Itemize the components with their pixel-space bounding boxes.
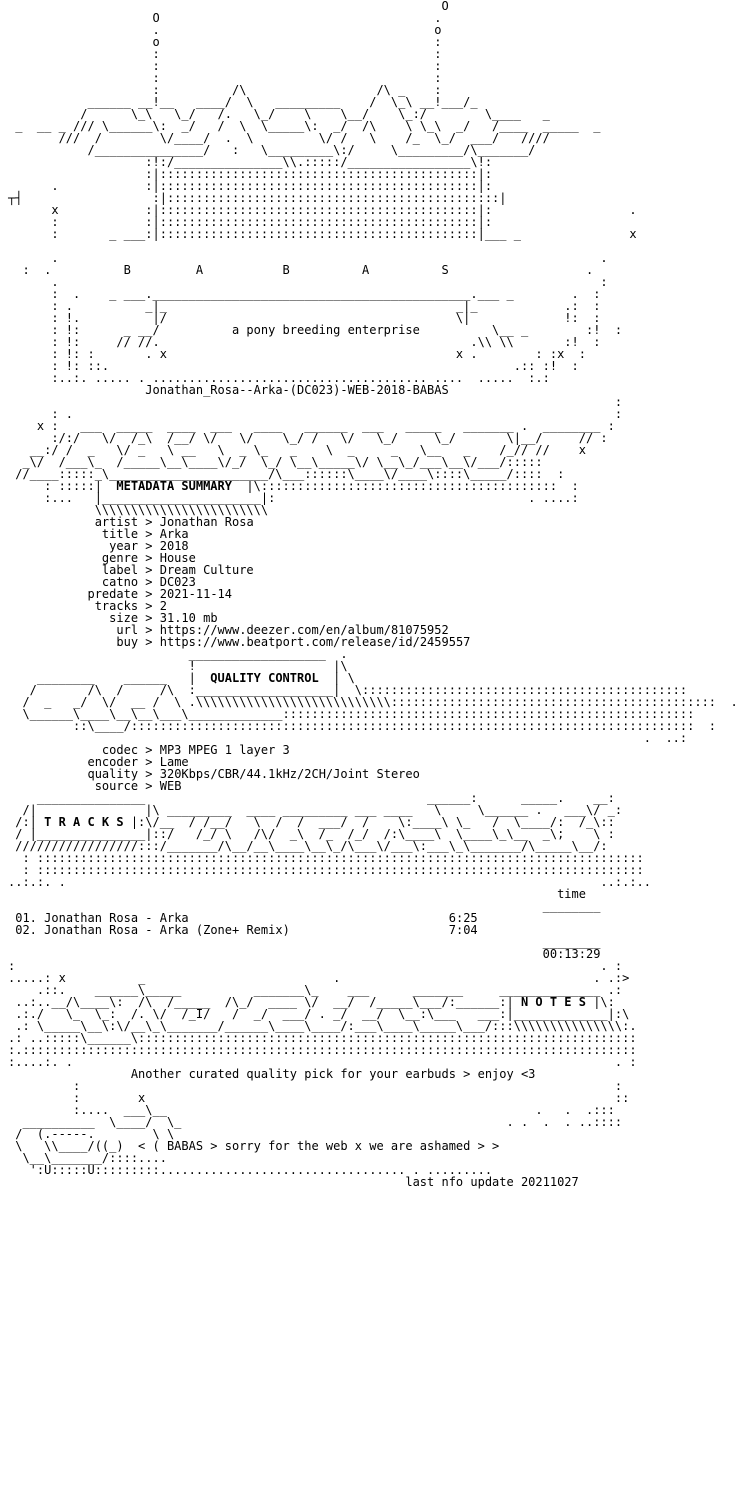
- art-line: //____:::::_\______________________/\___::::::\____\/____\::::\_____/:::: :: [8, 467, 565, 481]
- art-line: ___________________ .: [8, 647, 348, 661]
- url-link[interactable]: https://www.deezer.com/en/album/81075952: [159, 623, 449, 637]
- art-line: :..:. ..... . ...................................... .... ..... :.:: [8, 371, 550, 385]
- metadata-value: Dream Culture: [159, 563, 254, 577]
- metadata-row: label > Dream Culture: [101, 563, 254, 577]
- art-line: x :|::::::::::::::::::::::::::::::::::::::::::::|: .: [8, 203, 637, 217]
- metadata-row: artist > Jonathan Rosa: [94, 515, 254, 529]
- art-line: _ __ _ /// \______\: _/ / \ \_____\: _/ /\ \ \_\ _/ /____ _____ _: [8, 119, 601, 133]
- art-line: O: [8, 0, 449, 13]
- art-line: :... |______________________|: . ....:: [8, 491, 579, 505]
- metadata-row: genre > House: [101, 551, 196, 565]
- art-line: ..:.:. . ..:.:..: [8, 875, 651, 889]
- time-header: time: [557, 887, 586, 901]
- art-line: . :|::::::::::::::::::::::::::::::::::::::::::::|:: [8, 179, 493, 193]
- art-line: : . _ ___.____________________________________________.___ _ . :: [8, 287, 601, 301]
- art-line: .: \_____\__\:\/__\_\_______/______\____\____/:___\____\_____\___/:::\\\\\\\\\\\\\\\:.: [8, 1019, 637, 1033]
- art-line: :/:/ \/ /_\ /__/ \/ \/ \_/ / \/ \_/ \_/ \|__/ // :: [8, 431, 608, 445]
- art-line: / \_\ \_/ /. \_/ \ \__/ \_:/ \____ _: [8, 107, 550, 121]
- art-line: :.:::::::::::::::::::::::::::::::::::::::::::::::::::::::::::::::::::::::::::::::::::::: [8, 1043, 637, 1057]
- metadata-key: predate: [87, 587, 139, 601]
- quality-row: quality > 320Kbps/CBR/44.1kHz/2CH/Joint Stereo: [87, 767, 420, 781]
- metadata-key: genre: [101, 551, 139, 565]
- art-line: \__\_______/::::....: [8, 1151, 167, 1165]
- art-line: . :: [8, 275, 608, 289]
- metadata-value: Jonathan Rosa: [159, 515, 254, 529]
- metadata-value: 2: [159, 599, 167, 613]
- art-line: / (.-----. \ \: [8, 1127, 175, 1141]
- total-time: 00:13:29: [542, 947, 601, 961]
- buy-link[interactable]: https://www.beatport.com/release/id/2459557: [159, 635, 471, 649]
- metadata-value: 2021-11-14: [159, 587, 232, 601]
- release-name: Jonathan_Rosa--Arka-(DC023)-WEB-2018-BABAS: [145, 383, 449, 397]
- quality-value: WEB: [159, 779, 182, 793]
- art-line: : :: [8, 47, 442, 61]
- section-notes: N O T E S: [520, 995, 586, 1009]
- art-line: /// / \/____/ . \ \/ / \ /_ \_/ ___/ ////: [8, 131, 550, 145]
- art-line: . .: [8, 251, 608, 265]
- metadata-row: catno > DC023: [101, 575, 196, 589]
- art-line: / |_______________|::/ /_/ \ /\/ _\ /_ /_/ /:\____\ \____\_\__ _\; \ :: [8, 827, 615, 841]
- art-line: .::. ______\_____ _______\_ ___ _______ ______________ .:: [8, 983, 623, 997]
- art-line: . ..:: [8, 731, 688, 745]
- metadata-key: artist: [94, 515, 139, 529]
- art-line: : !: // //. .\\ \\ :! :: [8, 335, 601, 349]
- art-line: _\/ /___\_ /_____\__\____\/_/ \_/ \__\_____\/ \__\_/___\__\/___/:::::: [8, 455, 543, 469]
- metadata-key: catno: [101, 575, 139, 589]
- metadata-key: tracks: [94, 599, 139, 613]
- footer-message-line: \ \\____/((_) < ( BABAS > sorry for the web x we are ashamed > >: [8, 1139, 500, 1153]
- quality-value: 320Kbps/CBR/44.1kHz/2CH/Joint Stereo: [159, 767, 420, 781]
- track-number: 01.: [15, 911, 37, 925]
- art-tagline-line: : !: _ __/ a pony breeding enterprise \__ _ :! :: [8, 323, 623, 337]
- section-metadata-summary: METADATA SUMMARY: [116, 479, 232, 493]
- art-line: : . :: [8, 959, 623, 973]
- art-line: : ::::::::::::::::::::::::::::::::::::::::::::::::::::::::::::::::::::::::::::::::::::: [8, 863, 644, 877]
- art-line: :....:. . . :: [8, 1055, 637, 1069]
- art-line: /////////////////:::/_______/\__/__\____\__\_/\___\/___\:___\_\_______/\_____\__/:: [8, 839, 608, 853]
- footer-update-line: [8, 1176, 640, 1188]
- art-line: . o: [8, 23, 442, 37]
- quality-key: codec: [101, 743, 139, 757]
- art-line: ______ __!__ ____/ \ _________ / \_\ __!___/_: [8, 95, 478, 109]
- quality-value: Lame: [159, 755, 189, 769]
- footer-message: < ( BABAS > sorry for the web x we are ashamed > >: [138, 1139, 500, 1153]
- metadata-row: url > https://www.deezer.com/en/album/81075952: [116, 623, 449, 637]
- art-letters: : . B A B A S .: [8, 263, 594, 277]
- metadata-value: House: [159, 551, 196, 565]
- art-line: ! |\: [8, 659, 348, 673]
- art-line: : :: [8, 71, 442, 85]
- metadata-key: label: [101, 563, 139, 577]
- art-line: x : ___ _____ ____ ___ ____ ______ ___ _____ _______ . ________ :: [8, 419, 615, 433]
- metadata-row: predate > 2021-11-14: [87, 587, 232, 601]
- notes-text: Another curated quality pick for your earbuds > enjoy <3: [130, 1067, 536, 1081]
- art-section-line: /:| T R A C K S |:\/__ / /__/ \ / / ___/ / \:____\ \_ / \____/: /_\::: [8, 815, 615, 829]
- quality-key: encoder: [87, 755, 139, 769]
- quality-key: source: [94, 779, 139, 793]
- art-line: : !. |/ \| !: :: [8, 311, 601, 325]
- metadata-key: title: [101, 527, 139, 541]
- art-line: __:/ / _ \/ _ \ __ \ _ \_ _ \ _ _ \__ _ /_// // x: [8, 443, 586, 457]
- art-line: : _ ___:|::::::::::::::::::::::::::::::::::::::::::::|___ _ x: [8, 227, 637, 241]
- metadata-row: size > 31.10 mb: [109, 611, 218, 625]
- track-time: 7:04: [448, 923, 478, 937]
- art-line: __________ \____/ \_ . . . . ..::::: [8, 1115, 623, 1129]
- tagline: a pony breeding enterprise: [231, 323, 420, 337]
- art-line: : x ::: [8, 1091, 630, 1105]
- art-line: .: ..:::::\______\:::::::::::::::::::::::::::::::::::::::::::::::::::::::::::::::::::::: [8, 1031, 637, 1045]
- tracklist-rule: ________: [8, 899, 601, 913]
- track-time: 6:25: [448, 911, 478, 925]
- metadata-key: buy: [116, 635, 139, 649]
- art-line: .:./ \_ \_: /. \/ /_I/ / _/ ___/ . _/ __/ \__:\___ ___:|_____________|:\: [8, 1007, 630, 1021]
- art-section-line: ..:..__/\____\: /\ /_____ /\_/ ____ \/ __/ /_____\___/:______:| N O T E S |\:: [8, 995, 615, 1009]
- quality-value: MP3 MPEG 1 layer 3: [159, 743, 290, 757]
- art-line: \\\\\\\\\\\\\\\\\\\\\\\\: [8, 503, 269, 517]
- art-line: ┬┤ :|::::::::::::::::::::::::::::::::::::::::::::::|: [8, 191, 507, 205]
- art-line: /| |\ _________ ____ _________ ___ ____ \ \______ . ___\/ _:: [8, 803, 623, 817]
- art-line: :!:/_______________\\.:::::/_________________\!:: [8, 155, 493, 169]
- art-line: : /\ /\ _ :: [8, 83, 442, 97]
- metadata-row: tracks > 2: [94, 599, 167, 613]
- art-line: ':U:::::U:::::::::.................................. . .........: [8, 1163, 493, 1177]
- art-line: : ::::::::::::::::::::::::::::::::::::::::::::::::::::::::::::::::::::::::::::::::::::: [8, 851, 644, 865]
- art-line: ::\____/:::::::::::::::::::::::::::::::::::::::::::::::::::::::::::::::::::::::::::::: :: [8, 719, 717, 733]
- art-line: :: [8, 395, 623, 409]
- metadata-row: year > 2018: [109, 539, 189, 553]
- art-line: : :: [8, 59, 442, 73]
- art-section-line: : :::::| METADATA SUMMARY |\::::::::::::::::::::::::::::::::::::::::: :: [8, 479, 579, 493]
- section-tracks: T R A C K S: [44, 815, 124, 829]
- quality-row: codec > MP3 MPEG 1 layer 3: [101, 743, 290, 757]
- track-number: 02.: [15, 923, 37, 937]
- track-title: Jonathan Rosa - Arka (Zone+ Remix): [44, 923, 290, 937]
- art-line: : :: [8, 1079, 623, 1093]
- art-line: : !: ::. .:: :! :: [8, 359, 579, 373]
- art-line: : . _|_ _|_ .: :: [8, 299, 601, 313]
- metadata-value: 31.10 mb: [159, 611, 218, 625]
- metadata-value: DC023: [159, 575, 196, 589]
- art-line: : :|::::::::::::::::::::::::::::::::::::::::::::|:: [8, 215, 493, 229]
- track-title: Jonathan Rosa - Arka: [44, 911, 189, 925]
- metadata-row: title > Arka: [101, 527, 189, 541]
- metadata-value: Arka: [159, 527, 189, 541]
- art-line: / /\ / /\ :___________________| \:::::::::::::::::::::::::::::::::::::::::::::: [8, 683, 688, 697]
- art-line: :|::::::::::::::::::::::::::::::::::::::::::::|:: [8, 167, 493, 181]
- quality-row: source > WEB: [94, 779, 182, 793]
- art-line: /_______________/ : \_________\:/ \_________/\_______/: [8, 143, 536, 157]
- art-line: .....: x _ . . .:>: [8, 971, 630, 985]
- art-line: : !: : . x x . : :x :: [8, 347, 586, 361]
- art-line: \______\____\__\__\___\_____________:::::::::::::::::::::::::::::::::::::::::::::::::::::::::: [8, 707, 695, 721]
- quality-key: quality: [87, 767, 139, 781]
- art-line: _______________ ______: _____. __:: [8, 791, 615, 805]
- metadata-key: url: [116, 623, 139, 637]
- metadata-key: size: [109, 611, 139, 625]
- art-line: :.... ___\__ . . .:::: [8, 1103, 615, 1117]
- quality-row: encoder > Lame: [87, 755, 189, 769]
- art-line: o :: [8, 35, 442, 49]
- section-quality-control: QUALITY CONTROL: [210, 671, 319, 685]
- metadata-key: year: [109, 539, 139, 553]
- art-line: O .: [8, 11, 442, 25]
- art-section-line: ________ ______ | QUALITY CONTROL | \: [8, 671, 355, 685]
- footer-update: last nfo update 20211027: [405, 1175, 579, 1189]
- art-line: / _ _/ \/ __ / \ .\\\\\\\\\\\\\\\\\\\\\\\\\\\::::::::::::::::::::::::::::::::::::::::::::: .: [8, 695, 738, 709]
- tracklist-rule: ________: [8, 935, 601, 949]
- art-line: : . :: [8, 407, 623, 421]
- metadata-row: buy > https://www.beatport.com/release/id/2459557: [116, 635, 471, 649]
- metadata-value: 2018: [159, 539, 189, 553]
